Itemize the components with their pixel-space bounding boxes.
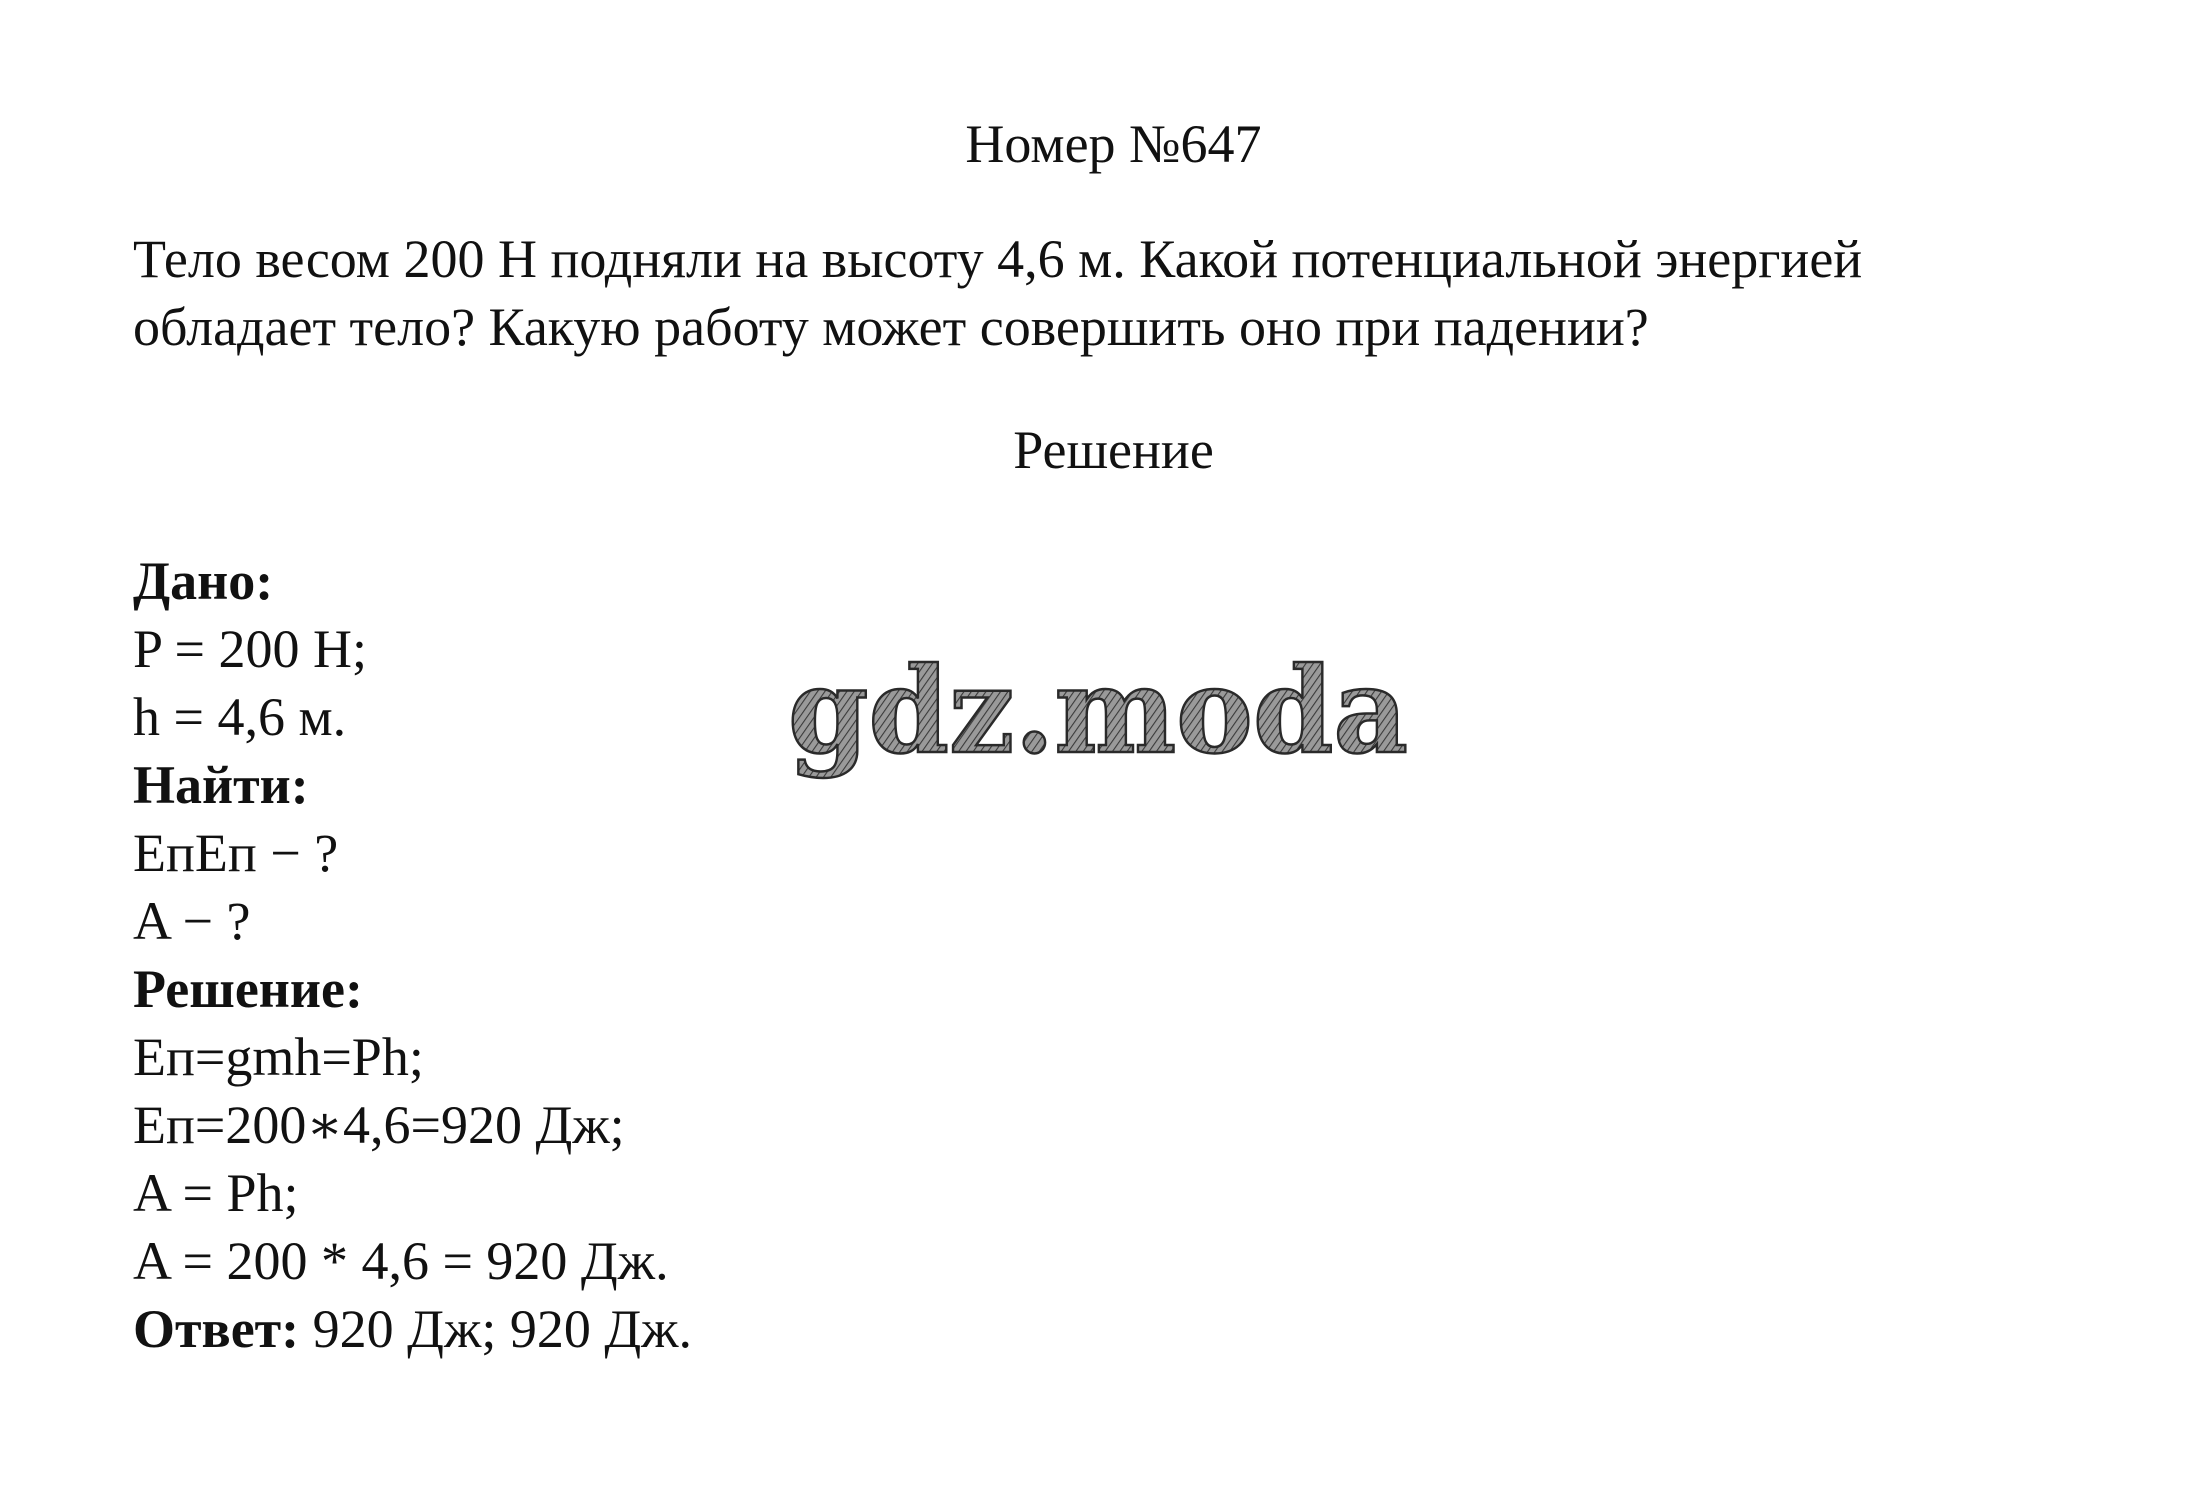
problem-statement: [133, 225, 2093, 361]
find-label: Найти:: [133, 755, 309, 815]
problem-line: Тело весом 200 Н подняли на высоту 4,6 м. Какой потенциальной энергией: [133, 229, 1863, 289]
find-line: A − ?: [133, 891, 251, 951]
given-line: P = 200 H;: [133, 619, 367, 679]
solution-body: [133, 547, 692, 1363]
problem-line: обладает тело? Какую работу может совершить оно при падении?: [133, 297, 1649, 357]
answer-label: Ответ:: [133, 1299, 300, 1359]
answer-text: 920 Дж; 920 Дж.: [299, 1299, 692, 1359]
find-line: EпEп − ?: [133, 823, 339, 883]
solution-heading: Решение: [1013, 420, 1214, 480]
solution-label: Решение:: [133, 959, 363, 1019]
solution-line: Eп=200∗4,6=920 Дж;: [133, 1095, 625, 1155]
given-label: Дано:: [133, 551, 274, 611]
given-line: h = 4,6 м.: [133, 687, 347, 747]
watermark-text: gdz.moda: [788, 650, 1408, 780]
watermark-logo: [780, 650, 1420, 790]
solution-line: Eп=gmh=Ph;: [133, 1027, 424, 1087]
page-title: Номер №647: [965, 114, 1262, 174]
solution-line: A = 200 * 4,6 = 920 Дж.: [133, 1231, 669, 1291]
answer-line: [133, 1295, 692, 1363]
solution-line: A = Ph;: [133, 1163, 299, 1223]
